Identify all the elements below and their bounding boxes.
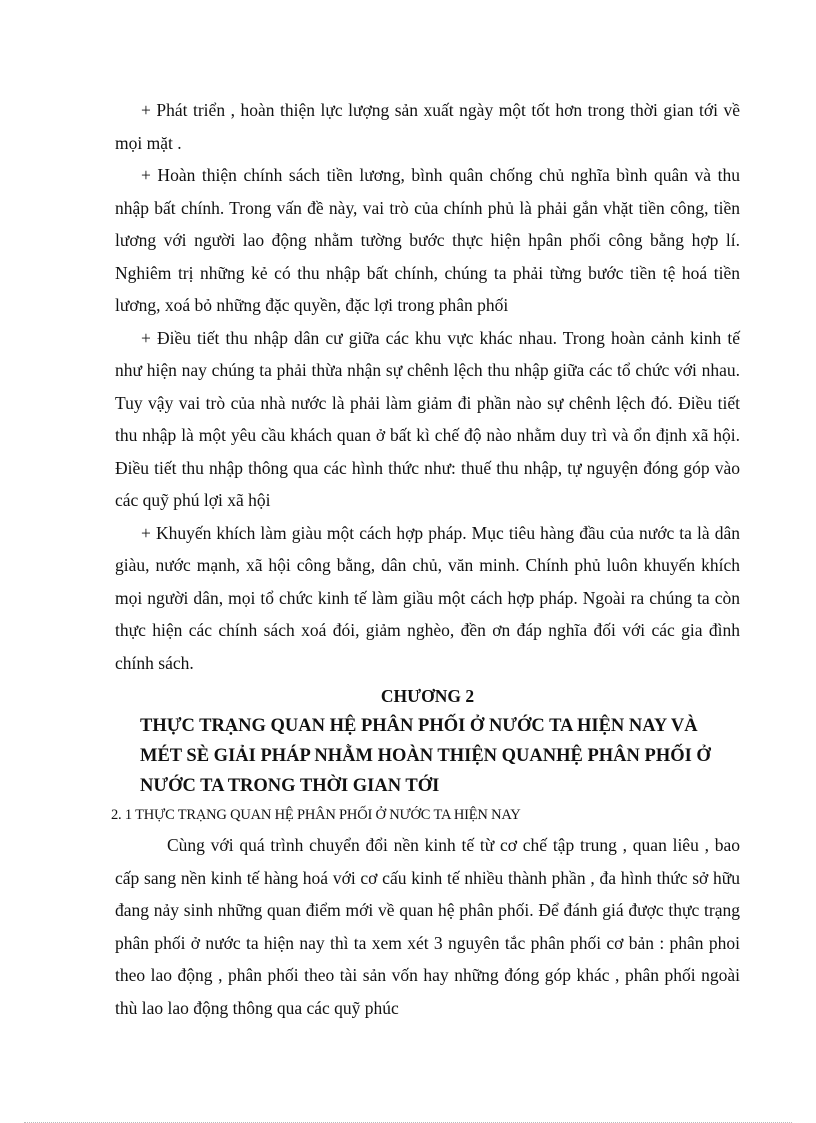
section-heading: 2. 1 THỰC TRẠNG QUAN HỆ PHÂN PHỐI Ở NƯỚC TA HIỆN NAY	[111, 807, 521, 823]
paragraph-income-regulation: + Điều tiết thu nhập dân cư giữa các khu vực khác nhau. Trong hoàn cảnh kinh tế như hiện nay chúng ta phải thừa nhận sự chênh lệch thu nhập giữa các tổ chức với nhau. Tuy vậy vai trò của nhà nước là phải làm giảm đi phần nào sự chênh lệch đó. Điều tiết thu nhập là một yêu cầu khách quan ở bất kì chế độ nào nhằm duy trì và ổn định xã hội. Điều tiết thu nhập thông qua các hình thức như: thuế thu nhập, tự nguyện đóng góp vào các quỹ phú lợi xã hội	[115, 327, 740, 510]
paragraph-develop-production: + Phát triển , hoàn thiện lực lượng sản xuất ngày một tốt hơn trong thời gian tới về mọi mặt .	[115, 100, 740, 153]
page-content	[111, 94, 740, 1025]
paragraph-legal-wealth: + Khuyến khích làm giàu một cách hợp pháp. Mục tiêu hàng đầu của nước ta là dân giàu, nước mạnh, xã hội công bằng, dân chủ, văn minh. Chính phủ luôn khuyến khích mọi người dân, mọi tổ chức kinh tế làm giầu một cách hợp pháp. Ngoài ra chúng ta còn thực hiện các chính sách xoá đói, giảm nghèo, đền ơn đáp nghĩa đối với các gia đình chính sách.	[115, 522, 740, 673]
paragraph-salary-policy: + Hoàn thiện chính sách tiền lương, bình quân chống chủ nghĩa bình quân và thu nhập bất chính. Trong vấn đề này, vai trò của chính phủ là phải gắn vhặt tiền công, tiền lương với người lao động nhằm tường bước thực hiện hpân phối công bằng hợp lí. Nghiêm trị những kẻ có thu nhập bất chính, chúng ta phải từng bước tiền tệ hoá tiền lương, xoá bỏ những đặc quyền, đặc lợi trong phân phối	[115, 165, 740, 315]
section-paragraph: Cùng với quá trình chuyển đổi nền kinh tế từ cơ chế tập trung , quan liêu , bao cấp sang nền kinh tế hàng hoá với cơ cấu kinh tế nhiều thành phần , đa hình thức sở hữu đang nảy sinh những quan điểm mới về quan hệ phân phối. Để đánh giá được thực trạng phân phối ở nước ta hiện nay thì ta xem xét 3 nguyên tắc phân phối cơ bản : phân phoi theo lao động , phân phối theo tài sản vốn hay những đóng góp khác , phân phối ngoài thù lao lao động thông qua các quỹ phúc	[115, 835, 740, 1018]
chapter-label: CHƯƠNG 2	[380, 686, 475, 706]
chapter-title: THỰC TRẠNG QUAN HỆ PHÂN PHỐI Ở NƯỚC TA HIỆN NAY VÀ MÉT SÈ GIẢI PHÁP NHẰM HOÀN THIỆN QUANHỆ PHÂN PHỐI Ở NƯỚC TA TRONG THỜI GIAN TỚI	[140, 716, 711, 796]
